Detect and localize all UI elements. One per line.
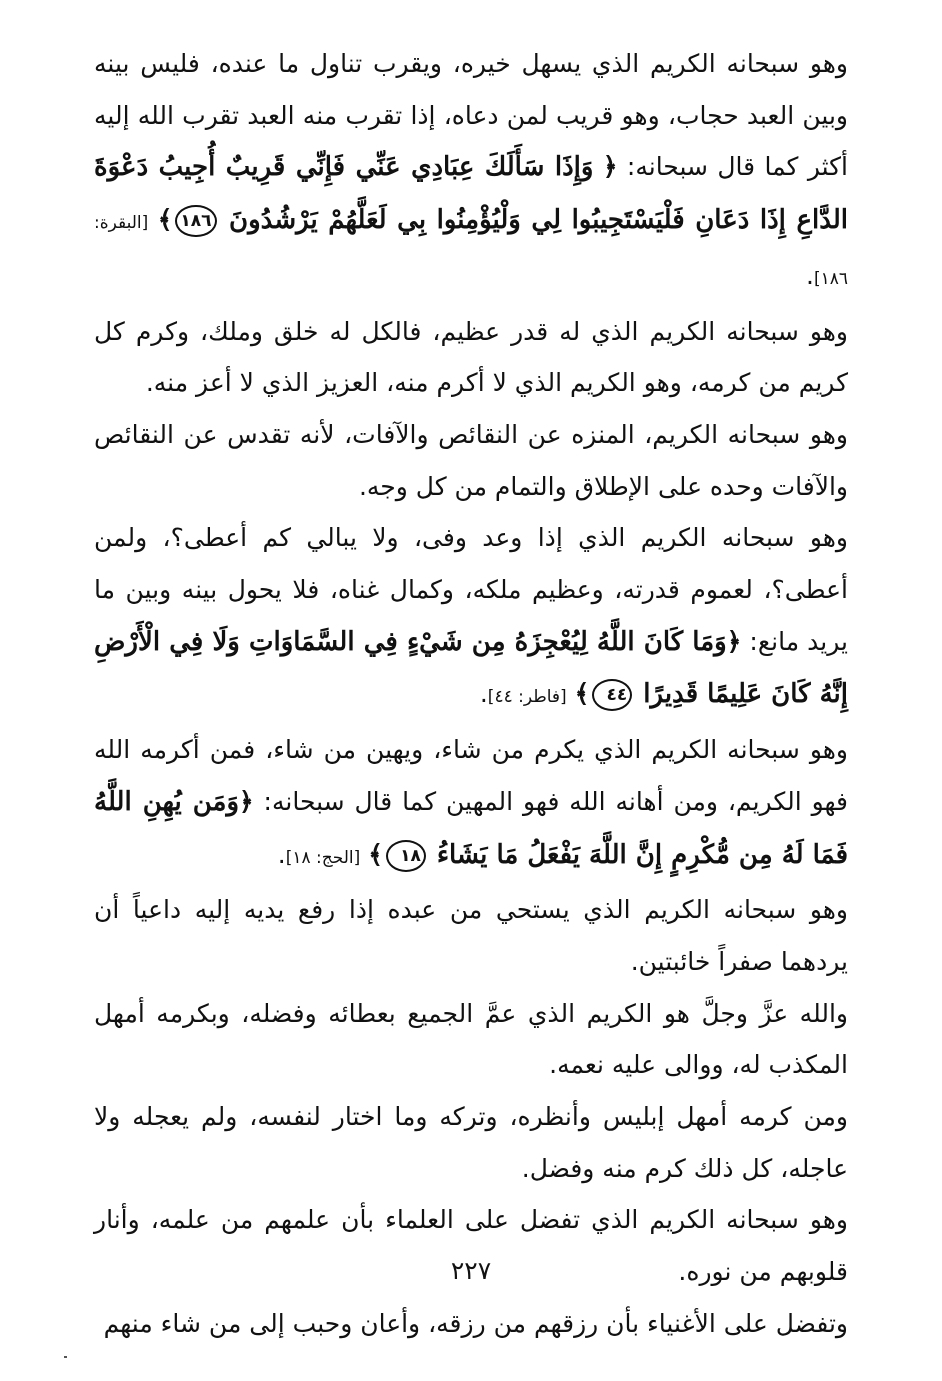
paragraph-text: وهو سبحانه الكريم الذي يكرم من شاء، ويهين من شاء، فمن أكرمه الله فهو الكريم، ومن أهانه الله فهو المهين كما قال سبحانه: xyxy=(94,735,848,816)
quran-open-bracket: ﴿ xyxy=(602,152,618,182)
paragraph-5 xyxy=(94,724,848,884)
paragraph-end: . xyxy=(479,679,488,709)
quran-close-bracket: ﴾ xyxy=(157,205,173,235)
verse-reference: [البقرة: ١٨٦] xyxy=(94,213,848,289)
paragraph-8: ومن كرمه أمهل إبليس وأنظره، وتركه وما اختار لنفسه، ولم يعجله ولا عاجله، كل ذلك كرم منه وفضل. xyxy=(94,1102,848,1183)
paragraph-end: . xyxy=(806,260,814,290)
verse-reference: [الحج: ١٨] xyxy=(285,847,361,868)
page-body xyxy=(94,38,848,1350)
paragraph-7: والله عزَّ وجلَّ هو الكريم الذي عمَّ الجميع بعطائه وفضله، وبكرمه أمهل المكذب له، ووالى عليه نعمه. xyxy=(94,998,848,1080)
paragraph-3: وهو سبحانه الكريم، المنزه عن النقائص والآفات، لأنه تقدس عن النقائص والآفات وحده على الإطلاق والتمام من كل وجه. xyxy=(94,419,848,501)
paragraph-text: وهو سبحانه الكريم الذي يسهل خيره، ويقرب تناول ما عنده، فليس بينه وبين العبد حجاب، وهو قريب لمن دعاه، إذا تقرب منه العبد تقرب الله إليه أكثر كما قال سبحانه: xyxy=(94,49,848,182)
quran-open-bracket: ﴿ xyxy=(726,626,742,656)
quran-verse: وَإِذَا سَأَلَكَ عِبَادِي عَنِّي فَإِنِّي قَرِيبٌ أُجِيبُ دَعْوَةَ الدَّاعِ إِذَا دَعَانِ فَلْيَسْتَجِيبُوا لِي وَلْيُؤْمِنُوا بِي لَعَلَّهُمْ يَرْشُدُونَ xyxy=(94,152,848,236)
ayah-number-badge: ١٨ xyxy=(386,840,426,872)
paragraph-9: وهو سبحانه الكريم الذي تفضل على العلماء بأن علمهم من علمه، وأنار قلوبهم من نوره. xyxy=(94,1205,848,1287)
paragraph-4 xyxy=(94,512,848,724)
quran-verse: وَمَا كَانَ اللَّهُ لِيُعْجِزَهُ مِن شَيْءٍ فِي السَّمَاوَاتِ وَلَا فِي الْأَرْضِ إِنَّهُ كَانَ عَلِيمًا قَدِيرًا xyxy=(94,626,848,710)
paragraph-end: . xyxy=(277,839,286,869)
scan-speck xyxy=(64,1356,67,1358)
page-number: ٢٢٧ xyxy=(450,1256,492,1285)
quran-close-bracket: ﴾ xyxy=(368,839,383,869)
paragraph-6: وهو سبحانه الكريم الذي يستحي من عبده إذا رفع يديه إليه داعياً أن يردهما صفراً خائبتين. xyxy=(94,895,848,976)
paragraph-1 xyxy=(94,38,848,306)
verse-reference: [فاطر: ٤٤] xyxy=(487,687,567,708)
paragraph-2: وهو سبحانه الكريم الذي له قدر عظيم، فالكل له خلق وملك، وكرم كل كريم من كرمه، وهو الكريم الذي لا أكرم منه، العزيز الذي لا أعز منه. xyxy=(94,316,848,398)
quran-open-bracket: ﴿ xyxy=(239,786,254,816)
paragraph-text: وهو سبحانه الكريم الذي إذا وعد وفى، ولا يبالي كم أعطى؟، ولمن أعطى؟، لعموم قدرته، وعظيم ملكه، وكمال غناه، فلا يحول بينه وبين ما يريد مانع: xyxy=(94,523,848,656)
ayah-number-badge: ١٨٦ xyxy=(175,205,216,237)
ayah-number-badge: ٤٤ xyxy=(592,679,632,711)
paragraph-10: وتفضل على الأغنياء بأن رزقهم من رزقه، وأعان وحبب إلى من شاء منهم xyxy=(103,1308,848,1338)
quran-close-bracket: ﴾ xyxy=(574,679,590,709)
quran-verse: وَمَن يُهِنِ اللَّهُ فَمَا لَهُ مِن مُّكْرِمٍ إِنَّ اللَّهَ يَفْعَلُ مَا يَشَاءُ xyxy=(94,786,848,870)
